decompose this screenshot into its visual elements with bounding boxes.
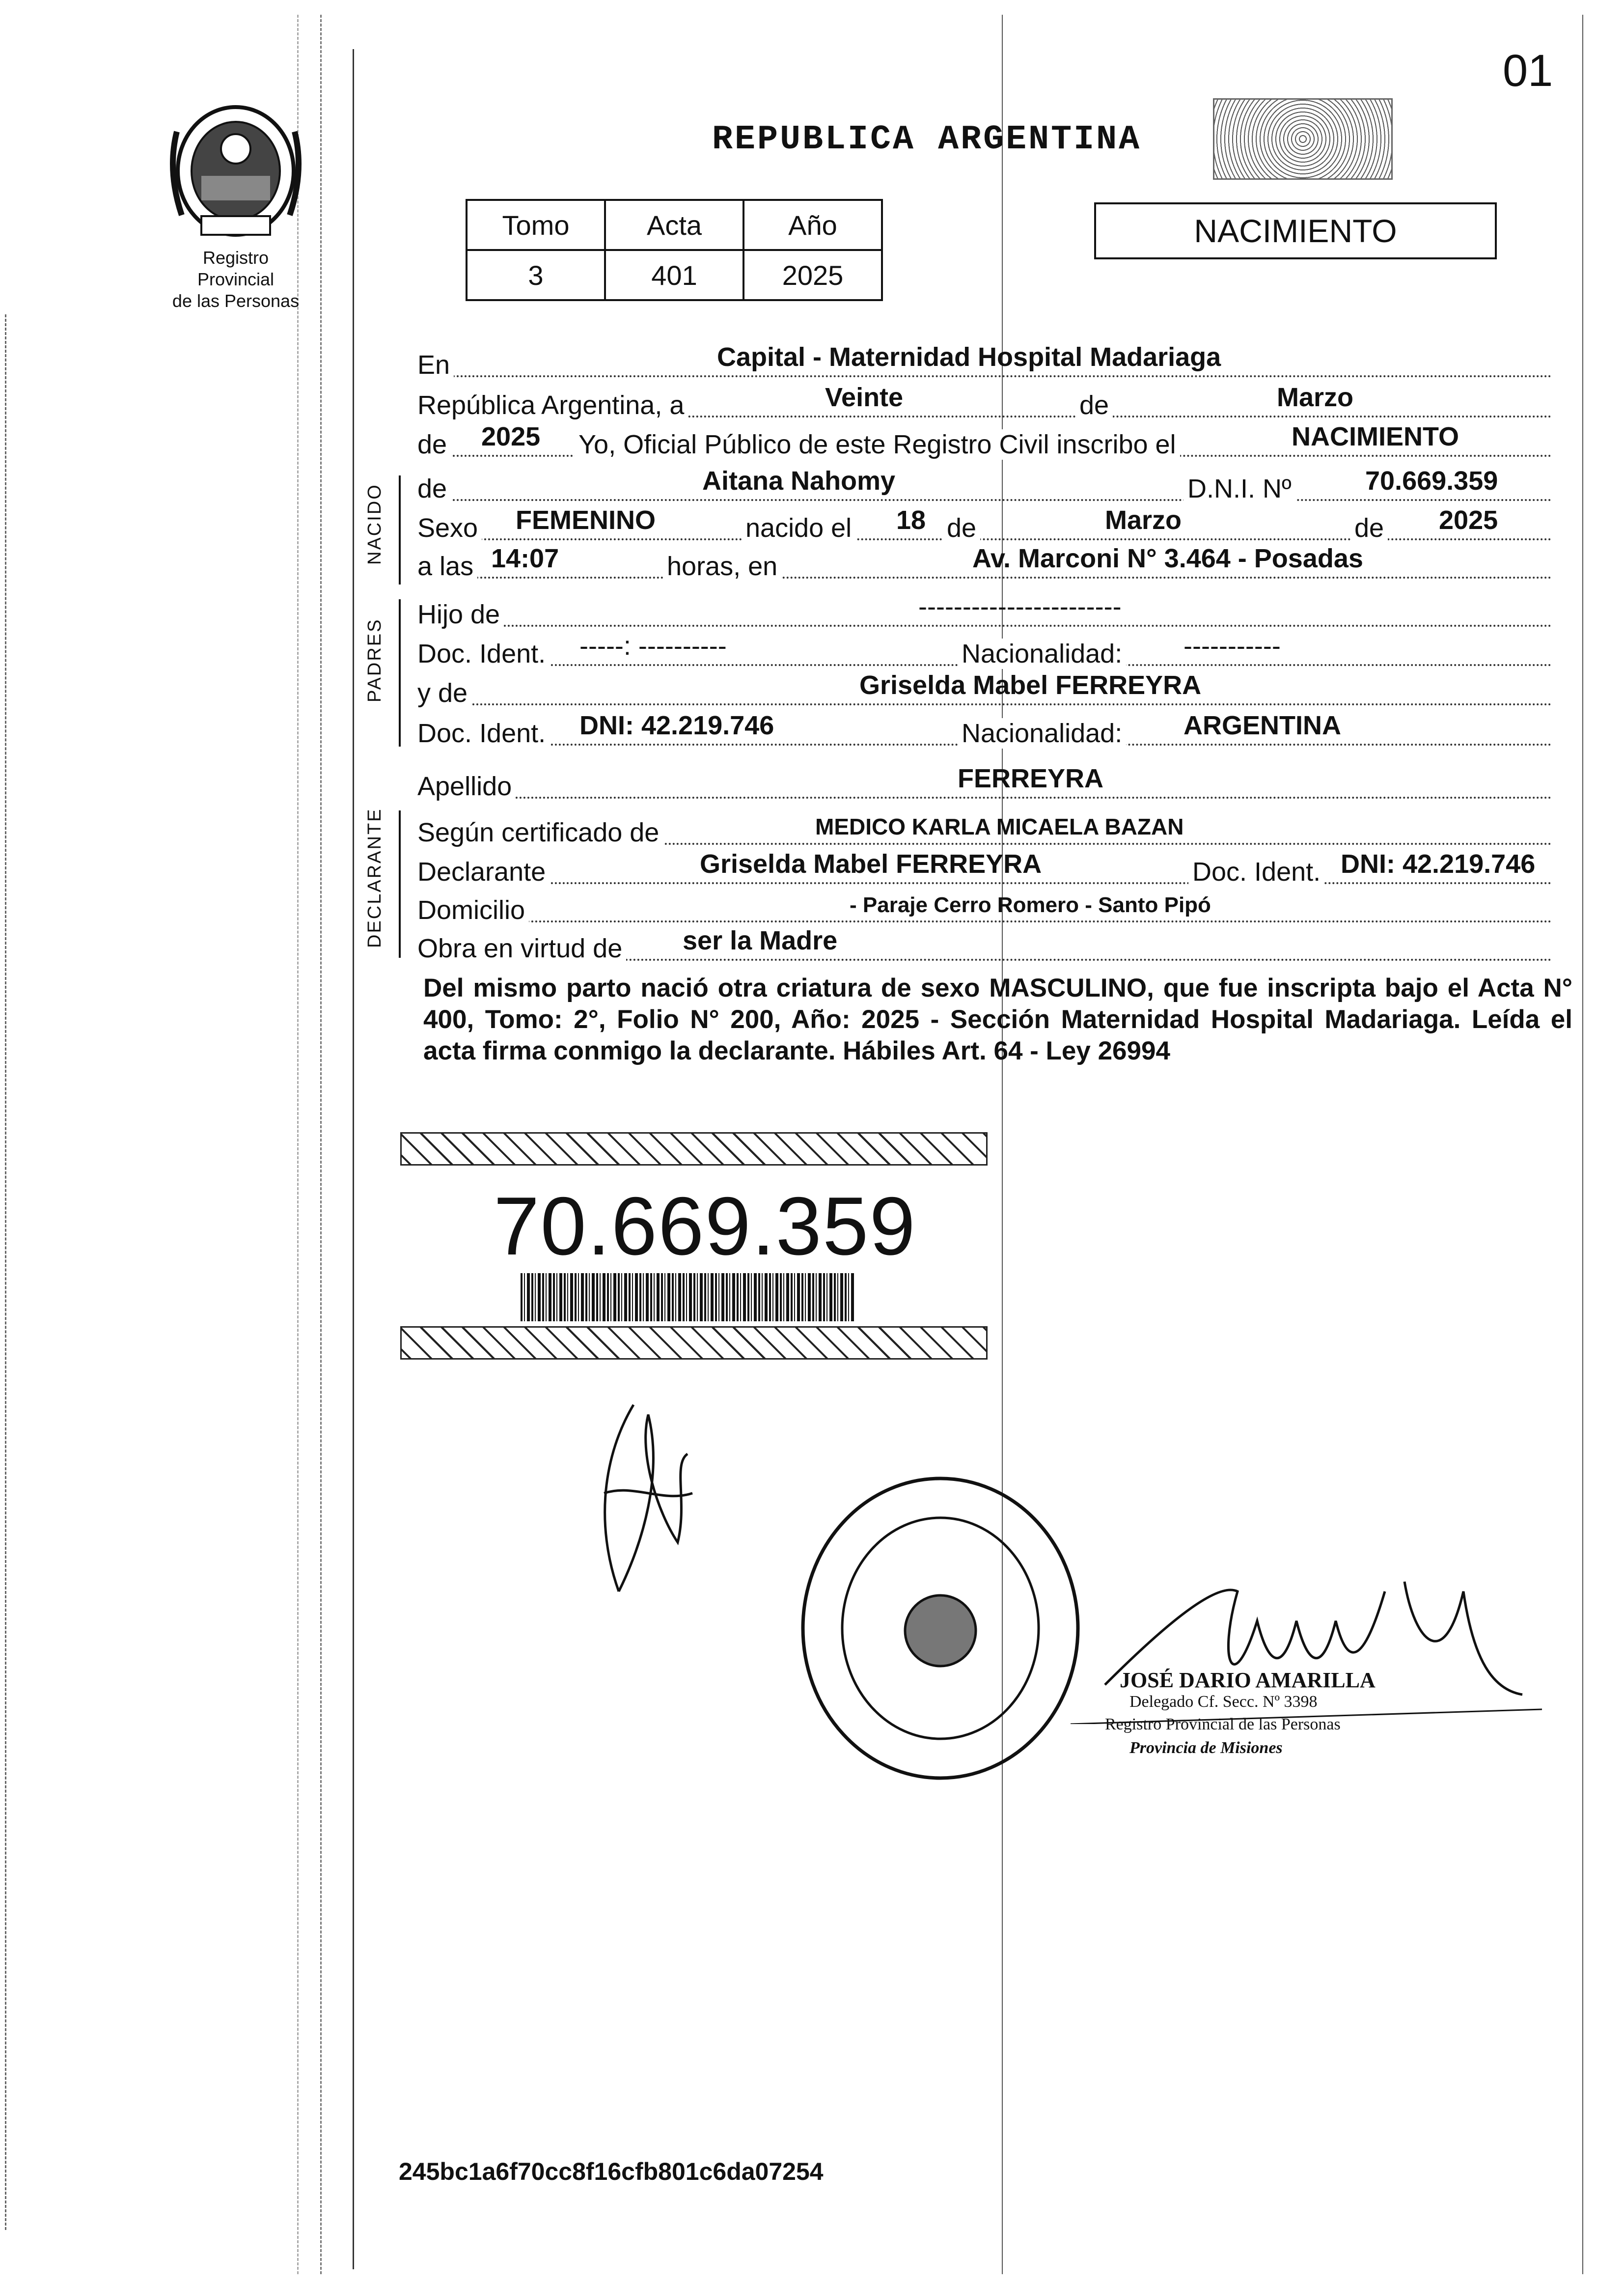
- document-hash: 245bc1a6f70cc8f16cfb801c6da07254: [399, 2158, 824, 2185]
- mother-nat: ARGENTINA: [1184, 711, 1341, 740]
- surname-value: FERREYRA: [958, 764, 1104, 793]
- province-emblem: [162, 102, 309, 312]
- dni-label: D.N.I. Nº: [1184, 474, 1295, 504]
- official-office: Registro Provincial de las Personas: [1105, 1715, 1341, 1733]
- table-cell: 401: [605, 250, 743, 300]
- year-row: [417, 414, 1552, 457]
- date-row: [417, 374, 1552, 418]
- security-band-top: [400, 1132, 988, 1166]
- left-edge-dashed-line: [5, 314, 6, 2230]
- father-label: Hijo de: [417, 599, 504, 630]
- sex-label: Sexo: [417, 513, 482, 543]
- time-label: a las: [417, 551, 477, 582]
- declarant-name: Griselda Mabel FERREYRA: [700, 849, 1042, 879]
- emblem-caption-1: Registro Provincial: [197, 248, 275, 289]
- year-de: de: [417, 429, 451, 460]
- child-dni: 70.669.359: [1365, 466, 1498, 496]
- official-role: Delegado Cf. Secc. Nº 3398: [1129, 1693, 1318, 1711]
- name-row: [417, 458, 1552, 501]
- child-name: Aitana Nahomy: [702, 466, 896, 496]
- virtue-label: Obra en virtud de: [417, 933, 626, 964]
- cert-label: Según certificado de: [417, 817, 663, 848]
- father-doc: -----: ----------: [579, 631, 727, 661]
- page-number: 01: [1503, 46, 1553, 96]
- table-header: Acta: [605, 200, 743, 250]
- birth-time: 14:07: [491, 544, 559, 573]
- born-month: Marzo: [1105, 505, 1182, 535]
- born-de2: de: [1350, 513, 1388, 543]
- declarant-doc-label: Doc. Ident.: [1188, 857, 1324, 887]
- sex-row: [417, 497, 1552, 543]
- margin-dashed-line: [320, 15, 322, 2274]
- time-row: [417, 535, 1552, 579]
- born-day: 18: [896, 505, 926, 535]
- declarant-doc: DNI: 42.219.746: [1341, 849, 1536, 879]
- date-month: Marzo: [1277, 383, 1354, 412]
- dni-number: 70.669.359: [494, 1180, 916, 1272]
- surname-row: [417, 755, 1552, 799]
- declarant-signature: [575, 1395, 712, 1611]
- born-label: nacido el: [742, 513, 855, 543]
- hours-label: horas, en: [663, 551, 781, 582]
- table-header: Año: [743, 200, 882, 250]
- country-title: REPUBLICA ARGENTINA: [712, 120, 1142, 159]
- table-cell: 3: [467, 250, 605, 300]
- cert-row: [417, 802, 1552, 845]
- declarante-bracket: [399, 810, 401, 958]
- official-name: JOSÉ DARIO AMARILLA: [1120, 1668, 1376, 1692]
- declarant-row: [417, 841, 1552, 887]
- table-cell: 2025: [743, 250, 882, 300]
- mother-doc: DNI: 42.219.746: [579, 711, 774, 740]
- mother-doc-label: Doc. Ident.: [417, 718, 550, 749]
- margin-solid-line: [353, 49, 354, 2269]
- place-value: Capital - Maternidad Hospital Madariaga: [717, 342, 1221, 372]
- declarante-section-label: DECLARANTE: [364, 808, 385, 948]
- born-year: 2025: [1439, 505, 1498, 535]
- name-label: de: [417, 474, 451, 504]
- date-label: República Argentina, a: [417, 390, 688, 420]
- year-value: 2025: [481, 422, 541, 451]
- father-doc-label: Doc. Ident.: [417, 639, 550, 669]
- child-sex: FEMENINO: [516, 505, 656, 535]
- virtue-value: ser la Madre: [683, 926, 838, 955]
- mother-doc-row: [417, 702, 1552, 746]
- record-type-box: NACIMIENTO: [1094, 202, 1497, 259]
- declarant-label: Declarante: [417, 857, 550, 887]
- year-record: NACIMIENTO: [1292, 422, 1459, 451]
- place-row: [417, 334, 1552, 380]
- barcode: [521, 1273, 854, 1321]
- right-border-line: [1582, 15, 1583, 2274]
- official-seal-icon: [793, 1469, 1088, 1788]
- date-de: de: [1075, 390, 1113, 420]
- mother-label: y de: [417, 678, 471, 708]
- table-header: Tomo: [467, 200, 605, 250]
- father-nat: -----------: [1184, 631, 1281, 661]
- nacido-bracket: [399, 475, 401, 585]
- father-row: [417, 584, 1552, 627]
- domicile-value: - Paraje Cerro Romero - Santo Pipó: [850, 893, 1211, 917]
- birth-note: Del mismo parto nació otra criatura de sexo MASCULINO, que fue inscripta bajo el Acta N° 400, Tomo: 2°, Folio N° 200, Año: 2025 - Sección Maternidad Hospital Madariaga. Leída el acta firma conmigo la declarante. Hábiles Art. 64 - Ley 26994: [423, 974, 1572, 1065]
- surname-label: Apellido: [417, 771, 516, 802]
- born-de1: de: [943, 513, 980, 543]
- date-day: Veinte: [825, 383, 904, 412]
- margin-dashed-line-2: [297, 15, 299, 2274]
- padres-section-label: PADRES: [364, 618, 385, 702]
- security-band-bottom: [400, 1326, 988, 1360]
- registry-table: [466, 199, 883, 301]
- cert-value: MEDICO KARLA MICAELA BAZAN: [815, 814, 1184, 839]
- domicile-label: Domicilio: [417, 895, 529, 925]
- padres-bracket: [399, 599, 401, 747]
- security-hologram: [1213, 98, 1393, 180]
- year-text: Yo, Oficial Público de este Registro Civil inscribo el: [575, 429, 1180, 460]
- father-name: -----------------------: [918, 592, 1122, 621]
- mother-row: [417, 662, 1552, 708]
- mother-name: Griselda Mabel FERREYRA: [859, 670, 1202, 700]
- birth-address: Av. Marconi N° 3.464 - Posadas: [972, 544, 1363, 573]
- official-province: Provincia de Misiones: [1129, 1739, 1283, 1757]
- misiones-emblem-icon: [162, 102, 309, 245]
- father-nat-label: Nacionalidad:: [958, 639, 1126, 669]
- domicile-row: [417, 879, 1552, 925]
- place-label: En: [417, 350, 454, 380]
- father-doc-row: [417, 623, 1552, 666]
- mother-nat-label: Nacionalidad:: [958, 718, 1126, 749]
- virtue-row: [417, 918, 1552, 961]
- nacido-section-label: NACIDO: [364, 483, 385, 565]
- emblem-caption-2: de las Personas: [172, 291, 300, 311]
